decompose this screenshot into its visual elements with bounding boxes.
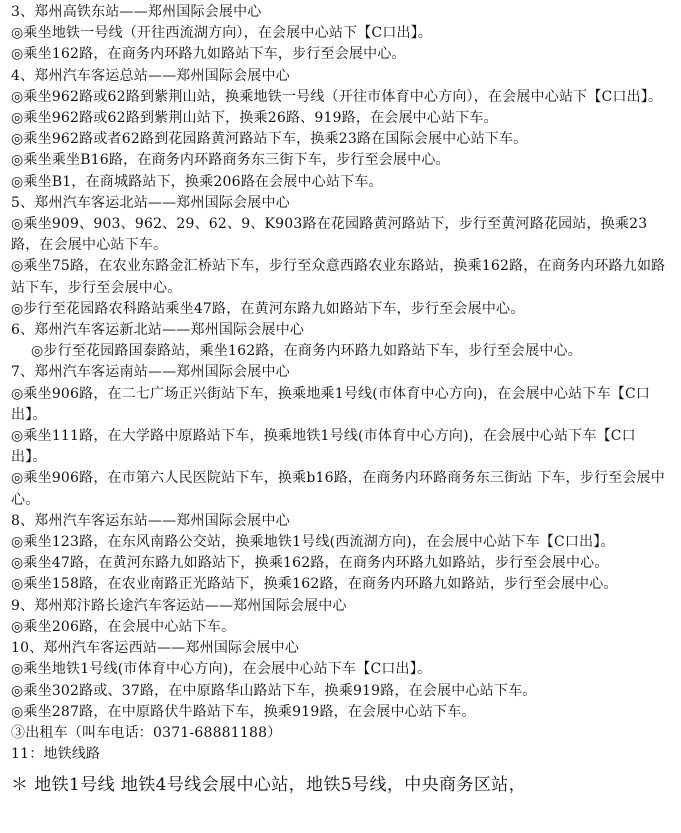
route-item: ◎乘坐地铁一号线（开往西流湖方向），在会展中心站下【C口出】。 — [11, 25, 433, 42]
route-item: ◎步行至花园路国泰路站，乘坐162路，在商务内环路九如路站下车，步行至会展中心。 — [31, 343, 582, 360]
section-heading: 6、郑州汽车客运新北站——郑州国际会展中心 — [11, 322, 305, 339]
route-item: ◎乘坐111路，在大学路中原路站下车，换乘地铁1号线(市体育中心方向)，在会展中心站下车【C口出】。 — [11, 428, 636, 466]
section-heading: 3、郑州高铁东站——郑州国际会展中心 — [11, 4, 262, 20]
section-heading: 4、郑州汽车客运总站——郑州国际会展中心 — [11, 67, 290, 84]
route-item: ◎乘坐47路，在黄河东路九如路站下，换乘162路，在商务内环路九如路站，步行至会展中心。 — [11, 555, 609, 572]
section-heading: 7、郑州汽车客运南站——郑州国际会展中心 — [11, 364, 290, 381]
route-item: ◎乘坐287路，在中原路伏牛路站下车，换乘919路，在会展中心站下车。 — [11, 703, 476, 720]
route-item: ◎乘坐962路或者62路到花园路黄河路站下车，换乘23路在国际会展中心站下车。 — [11, 131, 528, 148]
route-item: ◎乘坐302路或、37路，在中原路华山路站下车，换乘919路，在会展中心站下车。 — [11, 682, 537, 699]
route-item: ◎乘坐906路，在二七广场正兴街站下车，换乘地乘1号线(市体育中心方向)，在会展中心站下车【C口出】。 — [11, 385, 651, 423]
route-item: ◎乘坐906路，在市第六人民医院站下车，换乘b16路，在商务内环路商务东三街站 下车，步行至会展中心。 — [11, 470, 665, 508]
route-item: ◎乘坐158路，在农业南路正光路站下，换乘162路，在商务内环路九如路站，步行至会展中心。 — [11, 576, 618, 593]
section-heading: 9、郑州郑汴路长途汽车客运站——郑州国际会展中心 — [11, 597, 347, 614]
route-item: ◎乘坐162路，在商务内环路九如路站下车，步行至会展中心。 — [11, 46, 406, 63]
route-item: ◎乘坐地铁1号线(市体育中心方向)，在会展中心站下车【C口出】。 — [11, 661, 432, 678]
route-item: ◎乘坐123路，在东风南路公交站，换乘地铁1号线(西流湖方向)，在会展中心站下车【C口出】。 — [11, 534, 615, 551]
route-item: ◎乘坐75路，在农业东路金汇桥站下车，步行至众意西路农业东路站，换乘162路，在商务内环路九如路站下车，步行至会展中心。 — [11, 258, 666, 296]
route-item: ◎乘坐乘坐B16路，在商务内环路商务东三街下车，步行至会展中心。 — [11, 152, 450, 169]
section-heading: 5、郑州汽车客运北站——郑州国际会展中心 — [11, 194, 290, 211]
route-item: ◎乘坐B1，在商城路站下，换乘206路在会展中心站下车。 — [11, 173, 383, 190]
route-item: ◎乘坐909、903、962、29、62、9、K903路在花园路黄河路站下，步行至黄河路花园站，换乘23路，在会展中心站下车。 — [11, 216, 648, 254]
section-heading: 10、郑州汽车客运西站——郑州国际会展中心 — [11, 640, 300, 657]
route-item: ◎步行至花园路农科路站乘坐47路，在黄河东路九如路站下车，步行至会展中心。 — [11, 300, 525, 317]
route-item: ◎乘坐206路，在会展中心站下车。 — [11, 618, 236, 635]
section-heading: 8、郑州汽车客运东站——郑州国际会展中心 — [11, 512, 290, 529]
metro-lines-text: ＊ 地铁1号线 地铁4号线会展中心站，地铁5号线，中央商务区站， — [11, 775, 527, 796]
route-item: ◎乘坐962路或62路到紫荆山站，换乘地铁一号线（开往市体育中心方向），在会展中心站下【C口出】。 — [11, 88, 663, 105]
taxi-info: ③出租车（叫车电话：0371-68881188） — [11, 724, 282, 741]
route-item: ◎乘坐962路或62路到紫荆山站下，换乘26路、919路，在会展中心站下车。 — [11, 110, 498, 127]
section-heading: 11：地铁线路 — [11, 746, 101, 763]
